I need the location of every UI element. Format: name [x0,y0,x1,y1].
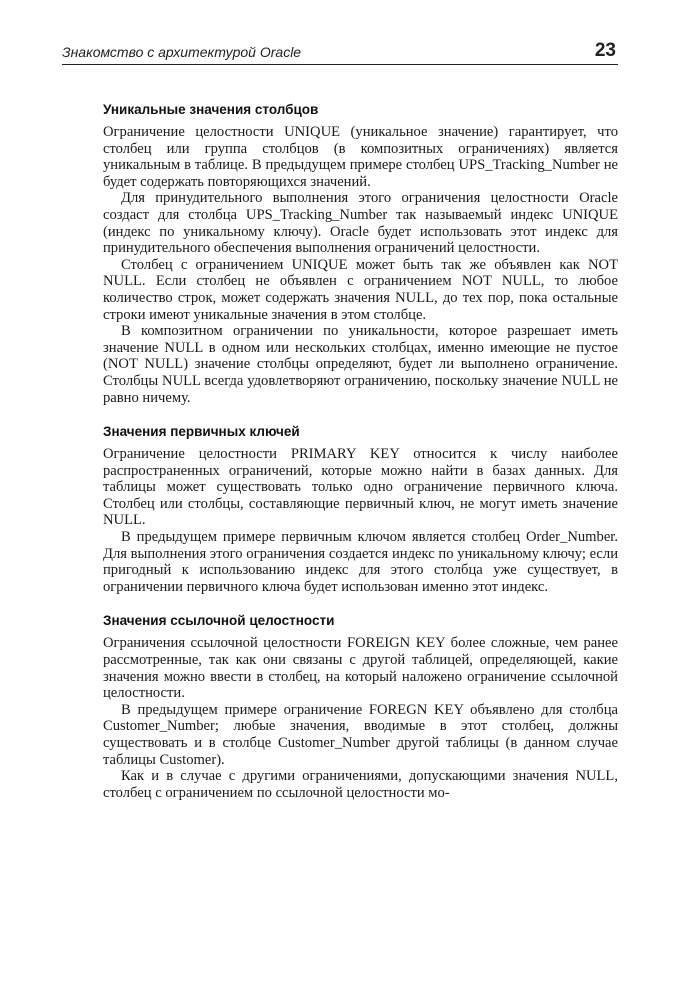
paragraph: Ограничения ссылочной целостности FOREIGN KEY более сложные, чем ранее рассмотренные, так как они связаны с другой таблицей, определяющей, какие значения можно ввести в столбец, на который наложено ограничение ссылочной целостности. [103,635,618,702]
paragraph: В предыдущем примере первичным ключом является столбец Order_Number. Для выполнения этого ограничения создается индекс по уникальному ключу; если пригодный к использованию индекс для этого столбца уже существует, в ограничении первичного ключа будет использован именно этот индекс. [103,529,618,595]
paragraph: Для принудительного выполнения этого ограничения целостности Oracle создаст для столбца UPS_Tracking_Number так называемый индекс UNIQUE (индекс по уникальному ключу). Oracle будет использовать этот индекс для принудительного обеспечения выполнения ограничений целостности. [103,190,618,257]
paragraph: Как и в случае с другими ограничениями, допускающими значения NULL, столбец с ограничением по ссылочной целостности мо- [103,768,618,801]
paragraph: В предыдущем примере ограничение FOREGN KEY объявлено для столбца Customer_Number; любые значения, вводимые в этот столбец, должны существовать и в столбце Customer_Number другой таблицы (в данном случае таблицы Customer). [103,701,618,768]
running-title: Знакомство с архитектурой Oracle [62,44,302,60]
section-referential-integrity [103,611,618,801]
page-number: 23 [594,40,616,61]
section-unique-values [103,100,618,406]
section-heading: Значения ссылочной целостности [103,613,335,629]
paragraph: Столбец с ограничением UNIQUE может быть так же объявлен как NOT NULL. Если столбец не объявлен с ограничением NOT NULL, то любое количество строк, может содержать значения NULL, до тех пор, пока остальные строки имеют уникальные значения в этом столбце. [103,256,618,323]
paragraph: Ограничение целостности UNIQUE (уникальное значение) гарантирует, что столбец или группа столбцов (в композитных ограничениях) является уникальным в таблице. В предыдущем примере столбец UPS_Tracking_Number не будет содержать повторяющихся значений. [103,124,618,190]
section-heading: Значения первичных ключей [103,424,300,440]
page-body [103,100,618,817]
paragraph: Ограничение целостности PRIMARY KEY относится к числу наиболее распространенных ограничений, которые можно найти в базах данных. Для таблицы может существовать только одно ограничение первичного ключа. Столбец или столбцы, составляющие первичный ключ, не могут иметь значение NULL. [103,446,618,529]
paragraph: В композитном ограничении по уникальности, которое разрешает иметь значение NULL в одном или нескольких столбцах, именно имеющие не пустое (NOT NULL) значение столбцы определяют, будет ли выполнено ограничение. Столбцы NULL всегда удовлетворяют ограничению, поскольку значение NULL не равно ничему. [103,323,618,406]
section-primary-keys [103,422,618,595]
running-header [62,38,618,65]
section-heading: Уникальные значения столбцов [103,102,319,117]
